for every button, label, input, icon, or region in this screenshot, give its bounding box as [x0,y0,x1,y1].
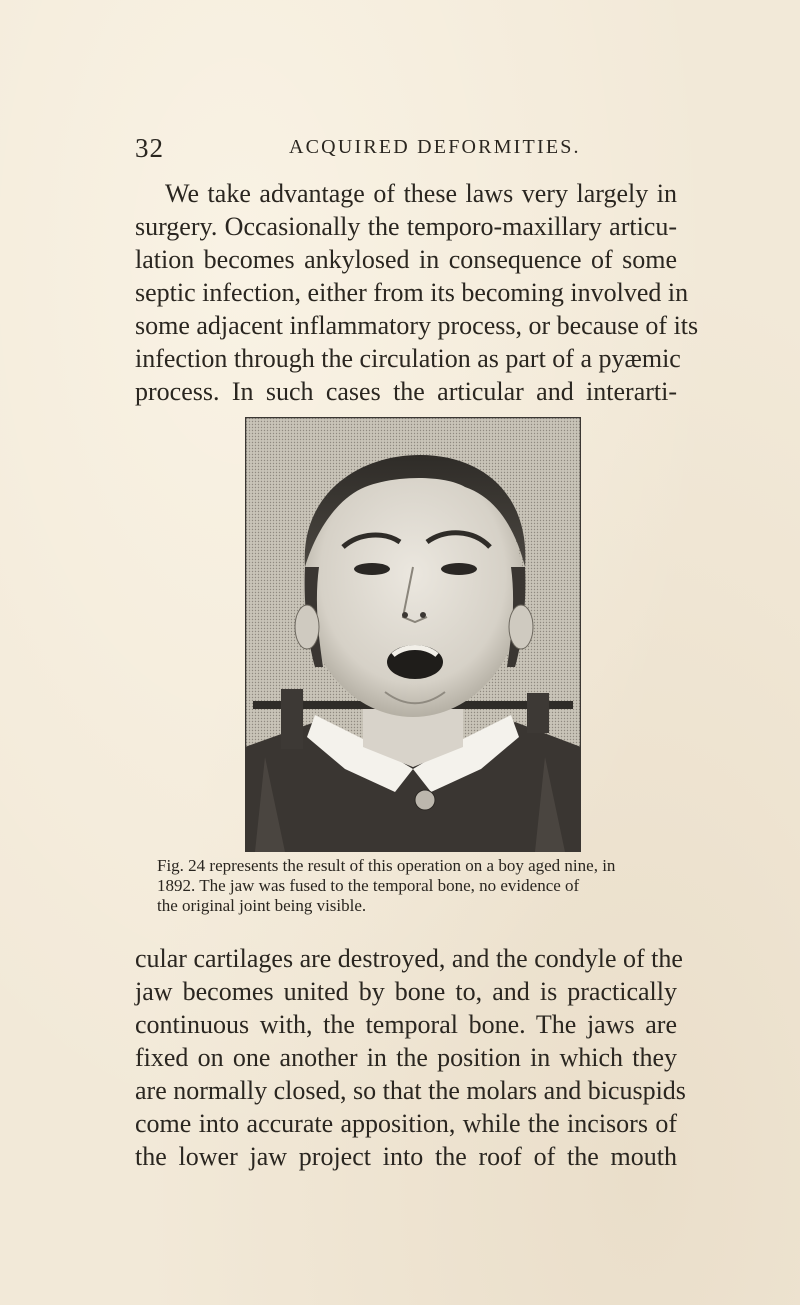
body-paragraph-1 [135,177,699,408]
text-line: fixed on one another in the position in which they [135,1043,677,1072]
photograph-boy-open-mouth-icon [245,417,581,852]
text-line: some adjacent inflammatory process, or because of its [135,311,699,340]
text-line: cular cartilages are destroyed, and the condyle of the [135,944,683,973]
text-line: come into accurate apposition, while the incisors of [135,1109,677,1138]
running-head-title: ACQUIRED DEFORMITIES. [289,136,581,158]
caption-line: Fig. 24 represents the result of this operation on a boy aged nine, in [157,856,616,875]
text-line: process. In such cases the articular and interarti- [135,377,677,406]
caption-line: 1892. The jaw was fused to the temporal bone, no evidence of [157,876,580,895]
text-line: jaw becomes united by bone to, and is practically [135,977,677,1006]
figure-caption [135,856,681,916]
text-line: septic infection, either from its becoming involved in [135,278,689,307]
caption-line: the original joint being visible. [157,896,367,915]
text-line: are normally closed, so that the molars and bicuspids [135,1076,686,1105]
body-paragraph-2 [135,942,686,1173]
text-line: We take advantage of these laws very largely in [165,179,677,208]
text-line: infection through the circulation as part of a pyæmic [135,344,681,373]
text-line: surgery. Occasionally the temporo-maxillary articu- [135,212,677,241]
text-line: the lower jaw project into the roof of the mouth [135,1142,677,1171]
page-number: 32 [135,133,164,163]
running-head [135,133,675,163]
figure-photograph [245,417,581,852]
text-line: lation becomes ankylosed in consequence of some [135,245,677,274]
text-line: continuous with, the temporal bone. The jaws are [135,1010,677,1039]
